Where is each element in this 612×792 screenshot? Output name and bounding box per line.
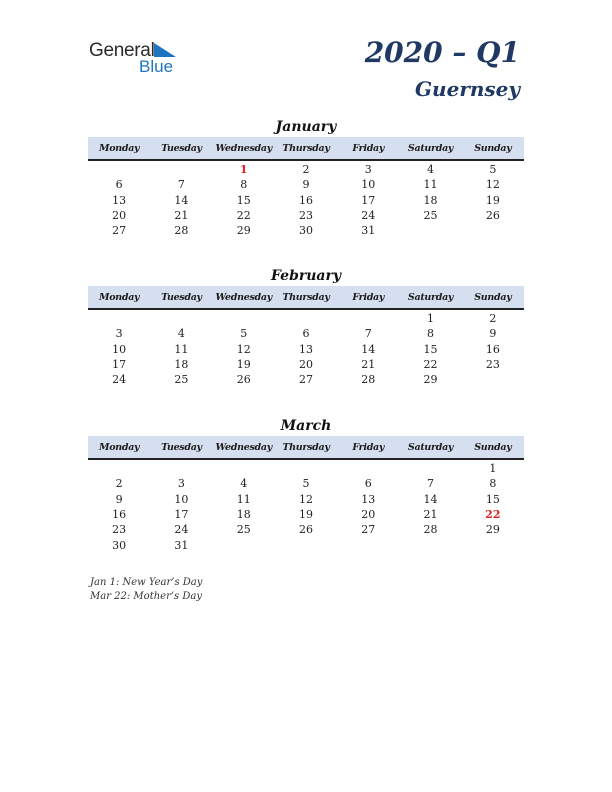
day-cell: 2 <box>302 163 310 177</box>
day-cell: 15 <box>423 342 438 356</box>
weekday-header-saturday: Saturday <box>407 441 454 453</box>
weekday-header-friday: Friday <box>352 291 385 303</box>
day-cell: 10 <box>174 492 189 506</box>
day-cell: 13 <box>298 342 313 356</box>
week-row <box>88 507 524 522</box>
weekday-header-thursday: Thursday <box>282 142 330 154</box>
logo-flag-icon <box>154 43 176 57</box>
day-cell: 24 <box>361 209 376 223</box>
day-cell: 16 <box>485 342 500 356</box>
day-cell: 21 <box>174 209 189 223</box>
weeks <box>88 162 524 238</box>
weekday-header-saturday: Saturday <box>407 291 454 303</box>
day-cell: 30 <box>112 538 127 552</box>
day-cell: 10 <box>361 178 376 192</box>
day-cell: 10 <box>112 342 127 356</box>
day-cell: 12 <box>485 178 500 192</box>
month-block-january <box>88 117 524 238</box>
day-cell: 25 <box>423 209 438 223</box>
weekday-header-thursday: Thursday <box>282 441 330 453</box>
day-cell: 23 <box>112 523 127 537</box>
day-cell: 26 <box>298 523 313 537</box>
day-cell: 9 <box>489 327 497 341</box>
day-cell: 20 <box>298 358 313 372</box>
day-cell: 2 <box>489 312 497 326</box>
weekday-header-sunday: Sunday <box>474 291 512 303</box>
day-cell: 1 <box>427 312 435 326</box>
day-cell: 5 <box>489 163 497 177</box>
weekday-header-row <box>88 286 524 310</box>
weekday-header-tuesday: Tuesday <box>161 142 202 154</box>
weekday-header-thursday: Thursday <box>282 291 330 303</box>
week-row <box>88 372 524 387</box>
weekday-header-tuesday: Tuesday <box>161 441 202 453</box>
month-name: February <box>270 268 341 284</box>
day-cell: 22 <box>236 209 251 223</box>
day-cell: 4 <box>177 327 185 341</box>
week-row <box>88 311 524 326</box>
page-title: 2020 – Q1 <box>364 36 520 69</box>
weekday-header-monday: Monday <box>99 142 140 154</box>
day-cell: 25 <box>236 523 251 537</box>
day-cell: 24 <box>174 523 189 537</box>
weekday-header-wednesday: Wednesday <box>215 291 272 303</box>
month-name: January <box>275 119 337 135</box>
day-cell: 31 <box>361 224 376 238</box>
day-cell: 12 <box>298 492 313 506</box>
day-cell: 4 <box>427 163 435 177</box>
day-cell: 22 <box>423 358 438 372</box>
day-cell: 6 <box>302 327 310 341</box>
day-cell: 17 <box>112 358 127 372</box>
day-cell: 29 <box>236 224 251 238</box>
day-cell: 3 <box>115 327 123 341</box>
day-cell: 17 <box>361 193 376 207</box>
day-cell: 25 <box>174 373 189 387</box>
weekday-header-row <box>88 137 524 161</box>
week-row <box>88 461 524 476</box>
weeks <box>88 461 524 553</box>
day-cell: 14 <box>174 193 189 207</box>
day-cell: 2 <box>115 477 123 491</box>
day-cell: 5 <box>240 327 248 341</box>
week-row <box>88 177 524 192</box>
weekday-header-sunday: Sunday <box>474 142 512 154</box>
day-cell: 21 <box>423 508 438 522</box>
day-cell: 5 <box>302 477 310 491</box>
day-cell: 6 <box>364 477 372 491</box>
day-cell: 14 <box>423 492 438 506</box>
day-cell: 13 <box>112 193 127 207</box>
page-subtitle: Guernsey <box>414 77 520 101</box>
day-cell: 18 <box>174 358 189 372</box>
day-cell: 30 <box>298 224 313 238</box>
week-row <box>88 537 524 552</box>
weekday-header-monday: Monday <box>99 291 140 303</box>
logo <box>89 40 199 76</box>
week-row <box>88 522 524 537</box>
month-block-march <box>88 416 524 553</box>
weekday-header-monday: Monday <box>99 441 140 453</box>
day-cell: 1 <box>489 462 497 476</box>
day-cell: 8 <box>427 327 435 341</box>
day-cell: 26 <box>485 209 500 223</box>
holiday-note: Mar 22: Mother’s Day <box>90 591 202 602</box>
day-cell: 13 <box>361 492 376 506</box>
day-cell: 20 <box>112 209 127 223</box>
weekday-header-sunday: Sunday <box>474 441 512 453</box>
month-block-february <box>88 266 524 387</box>
day-cell: 8 <box>240 178 248 192</box>
week-row <box>88 492 524 507</box>
day-cell: 11 <box>423 178 438 192</box>
weekday-header-row <box>88 436 524 460</box>
logo-general-text: General <box>89 40 155 61</box>
weekday-header-saturday: Saturday <box>407 142 454 154</box>
holiday-note: Jan 1: New Year’s Day <box>90 577 203 588</box>
day-cell: 12 <box>236 342 251 356</box>
week-row <box>88 162 524 177</box>
day-cell: 17 <box>174 508 189 522</box>
day-cell: 26 <box>236 373 251 387</box>
day-cell: 15 <box>485 492 500 506</box>
week-row <box>88 476 524 491</box>
weekday-header-wednesday: Wednesday <box>215 441 272 453</box>
logo-blue-text: Blue <box>139 57 174 76</box>
day-cell: 4 <box>240 477 248 491</box>
day-cell: 9 <box>302 178 310 192</box>
day-cell: 29 <box>485 523 500 537</box>
day-cell: 23 <box>298 209 313 223</box>
holiday-notes <box>90 576 202 604</box>
day-cell: 23 <box>485 358 500 372</box>
day-cell: 28 <box>361 373 376 387</box>
day-cell: 19 <box>236 358 251 372</box>
day-cell: 9 <box>115 492 123 506</box>
day-cell: 7 <box>427 477 435 491</box>
day-cell: 3 <box>364 163 372 177</box>
day-cell: 21 <box>361 358 376 372</box>
day-cell: 7 <box>177 178 185 192</box>
day-cell: 27 <box>298 373 313 387</box>
week-row <box>88 326 524 341</box>
day-cell: 6 <box>115 178 123 192</box>
day-cell: 16 <box>112 508 127 522</box>
day-cell: 7 <box>364 327 372 341</box>
day-cell: 27 <box>361 523 376 537</box>
day-cell: 28 <box>174 224 189 238</box>
day-cell: 22 <box>485 508 501 522</box>
week-row <box>88 223 524 238</box>
day-cell: 20 <box>361 508 376 522</box>
day-cell: 24 <box>112 373 127 387</box>
week-row <box>88 193 524 208</box>
month-name: March <box>280 418 332 434</box>
weekday-header-friday: Friday <box>352 441 385 453</box>
day-cell: 28 <box>423 523 438 537</box>
day-cell: 19 <box>298 508 313 522</box>
weekday-header-tuesday: Tuesday <box>161 291 202 303</box>
day-cell: 1 <box>239 163 248 177</box>
day-cell: 16 <box>298 193 313 207</box>
day-cell: 8 <box>489 477 497 491</box>
week-row <box>88 208 524 223</box>
week-row <box>88 357 524 372</box>
day-cell: 11 <box>236 492 251 506</box>
day-cell: 14 <box>361 342 376 356</box>
day-cell: 11 <box>174 342 189 356</box>
day-cell: 29 <box>423 373 438 387</box>
weeks <box>88 311 524 387</box>
day-cell: 3 <box>177 477 185 491</box>
weekday-header-friday: Friday <box>352 142 385 154</box>
day-cell: 31 <box>174 538 189 552</box>
weekday-header-wednesday: Wednesday <box>215 142 272 154</box>
day-cell: 18 <box>236 508 251 522</box>
day-cell: 18 <box>423 193 438 207</box>
day-cell: 27 <box>112 224 127 238</box>
day-cell: 19 <box>485 193 500 207</box>
week-row <box>88 342 524 357</box>
day-cell: 15 <box>236 193 251 207</box>
